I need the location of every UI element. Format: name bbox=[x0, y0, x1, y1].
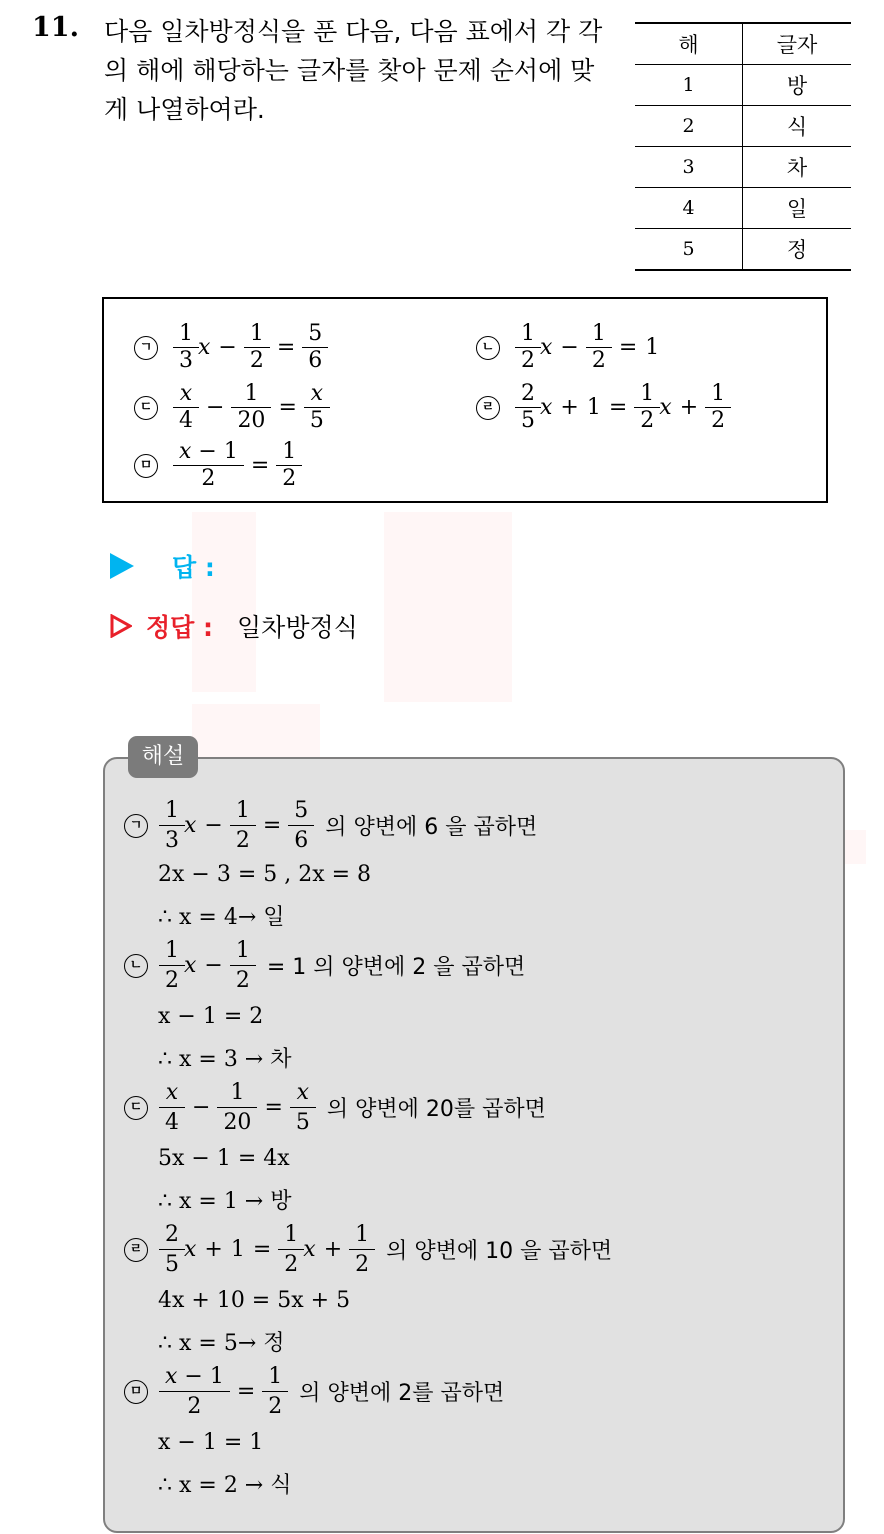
solution-table bbox=[635, 22, 851, 271]
explanation-line: ∴ x = 4→ 일 bbox=[158, 905, 285, 930]
table-header-row bbox=[635, 23, 851, 65]
correct-answer-label: 정답 : bbox=[146, 613, 214, 642]
marker-c: ㄷ bbox=[124, 1096, 148, 1120]
explanation-text: 의 양변에 2를 곱하면 bbox=[299, 1381, 505, 1406]
explanation-line: ∴ x = 5→ 정 bbox=[158, 1331, 285, 1356]
table-cell-char: 식 bbox=[786, 115, 808, 139]
table-row bbox=[635, 229, 851, 271]
marker-b: ㄴ bbox=[476, 336, 500, 360]
outline-triangle-icon bbox=[110, 614, 132, 638]
background-artifact bbox=[192, 704, 320, 758]
table-row bbox=[635, 188, 851, 229]
equation-b: ㄴ 1 2 x − $\frac{1}{2}$ = 1 bbox=[476, 323, 659, 372]
table-cell-solution: 1 bbox=[635, 65, 743, 106]
explanation-text: 의 양변에 6 을 곱하면 bbox=[325, 815, 538, 840]
table-header-solution: 해 bbox=[635, 23, 743, 65]
answer-row bbox=[110, 548, 215, 584]
table-cell-solution: 4 bbox=[635, 188, 743, 229]
table-row bbox=[635, 147, 851, 188]
correct-answer-value: 일차방정식 bbox=[237, 613, 358, 642]
explanation-line: 2x − 3 = 5 , 2x = 8 bbox=[158, 862, 372, 887]
explanation-tab: 해설 bbox=[128, 736, 198, 778]
correct-answer-row bbox=[110, 608, 358, 644]
marker-a: ㄱ bbox=[134, 336, 158, 360]
explanation-step-e: ㅁ $\frac{x - 1}{2}$ = $\frac{1}{2}$ 의 양변에 2를 곱하면 bbox=[124, 1364, 504, 1419]
marker-a: ㄱ bbox=[124, 814, 148, 838]
table-row bbox=[635, 65, 851, 106]
table-cell-char: 정 bbox=[786, 238, 808, 262]
marker-e: ㅁ bbox=[124, 1380, 148, 1404]
play-triangle-icon bbox=[110, 553, 134, 579]
equations-box bbox=[102, 297, 828, 503]
table-cell-solution: 5 bbox=[635, 229, 743, 271]
answer-label: 답 : bbox=[172, 553, 215, 582]
explanation-line: 4x + 10 = 5x + 5 bbox=[158, 1288, 351, 1313]
explanation-line: ∴ x = 3 → 차 bbox=[158, 1047, 292, 1072]
explanation-line: x − 1 = 1 bbox=[158, 1430, 264, 1455]
marker-c: ㄷ bbox=[134, 396, 158, 420]
table-cell-solution: 3 bbox=[635, 147, 743, 188]
explanation-step-c: ㄷ x 4 − $\frac{1}{20}$ = $\frac{x}{5}$ 의 양변에 20를 곱하면 bbox=[124, 1080, 546, 1135]
explanation-line: 5x − 1 = 4x bbox=[158, 1146, 290, 1171]
table-cell-char: 방 bbox=[786, 74, 808, 98]
explanation-step-d: ㄹ 2 5 x + 1 = $\frac{1}{2}$ x + $\frac{1}{2}$ 의 양변에 10 을 곱하면 bbox=[124, 1222, 612, 1277]
equation-c: ㄷ x 4 − $\frac{1}{20}$ = $\frac{x}{5}$ bbox=[134, 383, 329, 432]
table-cell-char: 일 bbox=[786, 197, 808, 221]
equation-d: ㄹ 2 5 x + 1 = $\frac{1}{2}$ x + $\frac{1}{2}$ bbox=[476, 383, 730, 432]
marker-d: ㄹ bbox=[476, 396, 500, 420]
table-cell-solution: 2 bbox=[635, 106, 743, 147]
equation-a: ㄱ 1 3 x − $\frac{1}{2}$ = $\frac{5}{6}$ bbox=[134, 323, 327, 372]
question-text: 다음 일차방정식을 푼 다음, 다음 표에서 각 각의 해에 해당하는 글자를 찾아 문제 순서에 맞게 나열하여라. bbox=[104, 17, 603, 124]
explanation-line: ∴ x = 2 → 식 bbox=[158, 1473, 292, 1498]
explanation-text: = 1 의 양변에 2 을 곱하면 bbox=[266, 955, 526, 980]
explanation-step-a: ㄱ 1 3 x − $\frac{1}{2}$ = $\frac{5}{6}$ 의 양변에 6 을 곱하면 bbox=[124, 798, 537, 853]
table-header-char: 글자 bbox=[776, 33, 818, 57]
explanation-text: 의 양변에 20를 곱하면 bbox=[326, 1097, 546, 1122]
table-cell-char: 차 bbox=[786, 156, 808, 180]
explanation-step-b: ㄴ 1 2 x − $\frac{1}{2}$ = 1 의 양변에 2 을 곱하면 bbox=[124, 938, 525, 993]
table-row bbox=[635, 106, 851, 147]
background-artifact bbox=[384, 512, 512, 702]
explanation-line: ∴ x = 1 → 방 bbox=[158, 1189, 292, 1214]
explanation-text: 의 양변에 10 을 곱하면 bbox=[386, 1239, 613, 1264]
problem-number: 11. bbox=[32, 12, 79, 43]
background-artifact bbox=[192, 512, 256, 692]
marker-b: ㄴ bbox=[124, 954, 148, 978]
equation-e: ㅁ $\frac{x - 1}{2}$ = $\frac{1}{2}$ bbox=[134, 441, 301, 490]
marker-d: ㄹ bbox=[124, 1238, 148, 1262]
explanation-line: x − 1 = 2 bbox=[158, 1004, 264, 1029]
marker-e: ㅁ bbox=[134, 454, 158, 478]
